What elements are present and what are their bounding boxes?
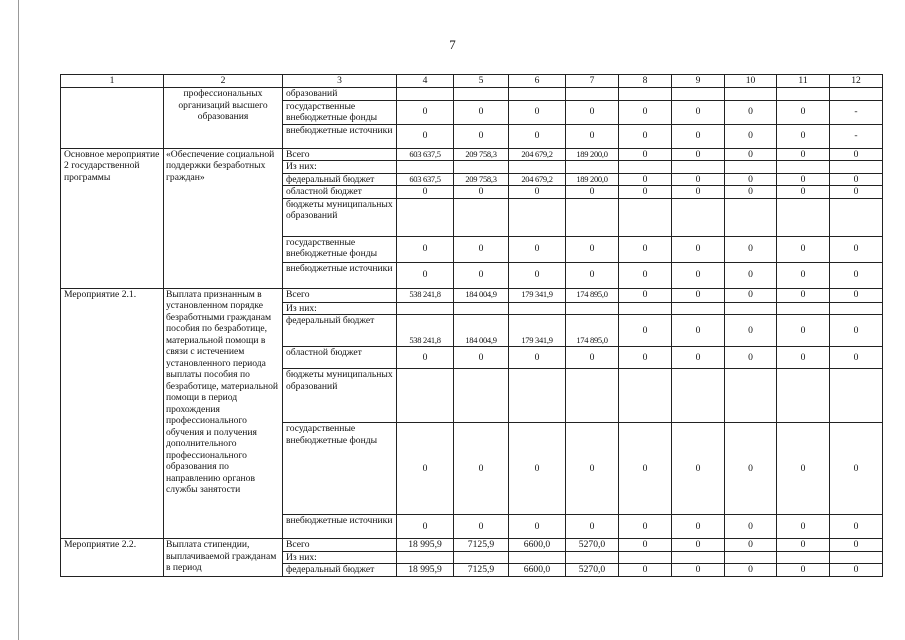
value-cell: 18 995,9	[397, 564, 454, 577]
value-cell: 0	[725, 173, 777, 186]
value-cell: 0	[619, 100, 672, 124]
col-header: 12	[830, 75, 883, 88]
source-cell: федеральный бюджет	[283, 315, 397, 347]
value-cell: 0	[725, 186, 777, 199]
value-cell: 0	[777, 148, 830, 161]
value-cell: 189 200,0	[566, 148, 619, 161]
value-cell: 0	[725, 124, 777, 148]
value-cell: 0	[566, 100, 619, 124]
value-cell: 0	[777, 347, 830, 369]
value-cell: 0	[830, 515, 883, 539]
value-cell: 0	[619, 564, 672, 577]
source-cell: Из них:	[283, 302, 397, 315]
value-cell: 0	[672, 100, 725, 124]
value-cell: 0	[619, 539, 672, 552]
source-cell: Всего	[283, 288, 397, 302]
value-cell: 0	[397, 236, 454, 262]
value-cell: 0	[566, 347, 619, 369]
value-cell: 0	[672, 186, 725, 199]
value-cell: 0	[777, 124, 830, 148]
table-row	[61, 88, 883, 101]
page-edge-line	[18, 0, 19, 640]
value-cell: 0	[454, 347, 509, 369]
table-row	[61, 539, 883, 552]
col-header: 2	[164, 75, 283, 88]
source-cell: внебюджетные источники	[283, 124, 397, 148]
source-cell: Всего	[283, 148, 397, 161]
value-cell: 6600,0	[509, 564, 566, 577]
value-cell: 0	[830, 148, 883, 161]
value-cell: 184 004,9	[454, 288, 509, 302]
value-cell: 0	[830, 564, 883, 577]
value-cell: -	[830, 124, 883, 148]
value-cell: 0	[672, 515, 725, 539]
col-header: 6	[509, 75, 566, 88]
source-cell: государственные внебюджетные фонды	[283, 236, 397, 262]
value-cell: 0	[566, 186, 619, 199]
block2-col2: Выплата признанным в установленном порядке безработными гражданам пособия по безработице, материальной помощи в связи с истечением установленного периода выплаты пособия по безработице, материальной помощи в период прохождения профессионального обучения и получения дополнительного профессионального образования по направлению органов службы занятости	[164, 288, 283, 539]
value-cell: 603 637,5	[397, 148, 454, 161]
value-cell: 179 341,9	[509, 288, 566, 302]
value-cell: 0	[509, 236, 566, 262]
value-cell: 0	[397, 124, 454, 148]
value-cell: 174 895,0	[566, 315, 619, 347]
value-cell: 0	[672, 262, 725, 288]
value-cell: 0	[672, 539, 725, 552]
value-cell: 0	[509, 100, 566, 124]
value-cell: 5270,0	[566, 539, 619, 552]
value-cell: 0	[672, 423, 725, 515]
block1-col2: «Обеспечение социальной поддержки безработных граждан»	[164, 148, 283, 288]
value-cell: 0	[725, 236, 777, 262]
value-cell: 0	[672, 236, 725, 262]
value-cell: 0	[725, 564, 777, 577]
value-cell: 0	[619, 236, 672, 262]
value-cell: 184 004,9	[454, 315, 509, 347]
value-cell: -	[830, 100, 883, 124]
value-cell: 0	[454, 124, 509, 148]
value-cell: 0	[672, 564, 725, 577]
value-cell: 0	[672, 148, 725, 161]
value-cell: 0	[619, 262, 672, 288]
value-cell: 0	[397, 423, 454, 515]
value-cell: 0	[619, 186, 672, 199]
table-row	[61, 148, 883, 161]
source-cell: бюджеты муниципальных образований	[283, 369, 397, 423]
value-cell: 0	[619, 173, 672, 186]
value-cell: 0	[725, 423, 777, 515]
value-cell: 209 758,3	[454, 173, 509, 186]
block3-col1: Мероприятие 2.2.	[61, 539, 164, 577]
value-cell: 0	[454, 423, 509, 515]
value-cell: 0	[454, 236, 509, 262]
source-cell: Из них:	[283, 551, 397, 564]
col-header: 7	[566, 75, 619, 88]
value-cell: 0	[454, 262, 509, 288]
value-cell: 0	[725, 515, 777, 539]
source-cell: Из них:	[283, 161, 397, 174]
source-cell: Всего	[283, 539, 397, 552]
value-cell: 0	[777, 173, 830, 186]
value-cell: 0	[830, 288, 883, 302]
value-cell: 0	[509, 186, 566, 199]
col-header: 10	[725, 75, 777, 88]
source-cell: внебюджетные источники	[283, 515, 397, 539]
value-cell: 0	[619, 315, 672, 347]
value-cell: 0	[830, 315, 883, 347]
value-cell: 0	[830, 173, 883, 186]
value-cell: 0	[725, 262, 777, 288]
col-header: 5	[454, 75, 509, 88]
value-cell: 0	[509, 423, 566, 515]
page-number: 7	[449, 37, 456, 52]
value-cell: 0	[777, 539, 830, 552]
value-cell: 0	[830, 347, 883, 369]
value-cell: 0	[672, 347, 725, 369]
source-cell: государственные внебюджетные фонды	[283, 423, 397, 515]
value-cell: 0	[777, 423, 830, 515]
source-cell: внебюджетные источники	[283, 262, 397, 288]
col-header: 3	[283, 75, 397, 88]
value-cell: 0	[725, 288, 777, 302]
block3-col2: Выплата стипендии, выплачиваемой гражданам в период	[164, 539, 283, 577]
table-header-row	[61, 75, 883, 88]
col-header: 4	[397, 75, 454, 88]
col-header: 9	[672, 75, 725, 88]
value-cell: 0	[830, 539, 883, 552]
source-cell: государственные внебюджетные фонды	[283, 100, 397, 124]
col-header: 1	[61, 75, 164, 88]
value-cell: 0	[619, 347, 672, 369]
value-cell: 0	[566, 124, 619, 148]
source-cell: областной бюджет	[283, 186, 397, 199]
value-cell: 18 995,9	[397, 539, 454, 552]
value-cell: 538 241,8	[397, 315, 454, 347]
value-cell: 0	[725, 315, 777, 347]
value-cell: 603 637,5	[397, 173, 454, 186]
value-cell: 0	[777, 315, 830, 347]
value-cell: 0	[672, 173, 725, 186]
value-cell: 189 200,0	[566, 173, 619, 186]
source-cell: бюджеты муниципальных образований	[283, 198, 397, 236]
value-cell: 174 895,0	[566, 288, 619, 302]
col-header: 11	[777, 75, 830, 88]
value-cell: 6600,0	[509, 539, 566, 552]
block0-col1	[61, 88, 164, 149]
budget-table	[60, 74, 883, 577]
value-cell: 0	[672, 315, 725, 347]
value-cell: 0	[672, 124, 725, 148]
value-cell: 0	[619, 423, 672, 515]
value-cell: 538 241,8	[397, 288, 454, 302]
value-cell: 0	[509, 262, 566, 288]
value-cell: 209 758,3	[454, 148, 509, 161]
value-cell: 0	[725, 539, 777, 552]
value-cell: 0	[672, 288, 725, 302]
value-cell: 204 679,2	[509, 173, 566, 186]
value-cell: 0	[566, 236, 619, 262]
value-cell: 0	[777, 288, 830, 302]
value-cell: 0	[725, 347, 777, 369]
value-cell: 0	[777, 236, 830, 262]
source-cell: образований	[283, 88, 397, 101]
value-cell: 0	[830, 423, 883, 515]
value-cell: 0	[725, 100, 777, 124]
value-cell: 0	[454, 515, 509, 539]
source-cell: областной бюджет	[283, 347, 397, 369]
value-cell: 0	[777, 100, 830, 124]
value-cell: 0	[830, 186, 883, 199]
source-cell: федеральный бюджет	[283, 173, 397, 186]
value-cell: 5270,0	[566, 564, 619, 577]
col-header: 8	[619, 75, 672, 88]
block2-col1: Мероприятие 2.1.	[61, 288, 164, 539]
block1-col1: Основное мероприятие 2 государственной программы	[61, 148, 164, 288]
value-cell: 0	[777, 262, 830, 288]
value-cell: 0	[509, 515, 566, 539]
table-row	[61, 288, 883, 302]
value-cell: 0	[830, 262, 883, 288]
value-cell: 0	[619, 288, 672, 302]
block0-col2: профессиональных организаций высшего образования	[164, 88, 283, 149]
value-cell: 7125,9	[454, 539, 509, 552]
value-cell: 0	[619, 148, 672, 161]
value-cell: 0	[454, 100, 509, 124]
value-cell: 0	[566, 423, 619, 515]
value-cell: 0	[397, 262, 454, 288]
value-cell: 0	[619, 515, 672, 539]
value-cell: 0	[397, 100, 454, 124]
value-cell: 0	[397, 186, 454, 199]
value-cell: 0	[830, 236, 883, 262]
value-cell: 204 679,2	[509, 148, 566, 161]
value-cell: 0	[454, 186, 509, 199]
value-cell: 0	[777, 186, 830, 199]
value-cell: 0	[509, 347, 566, 369]
value-cell: 0	[725, 148, 777, 161]
value-cell: 0	[397, 347, 454, 369]
value-cell: 0	[566, 262, 619, 288]
value-cell: 0	[566, 515, 619, 539]
value-cell: 0	[397, 515, 454, 539]
value-cell: 0	[777, 515, 830, 539]
value-cell: 7125,9	[454, 564, 509, 577]
source-cell: федеральный бюджет	[283, 564, 397, 577]
value-cell: 179 341,9	[509, 315, 566, 347]
value-cell: 0	[619, 124, 672, 148]
value-cell: 0	[777, 564, 830, 577]
value-cell: 0	[509, 124, 566, 148]
